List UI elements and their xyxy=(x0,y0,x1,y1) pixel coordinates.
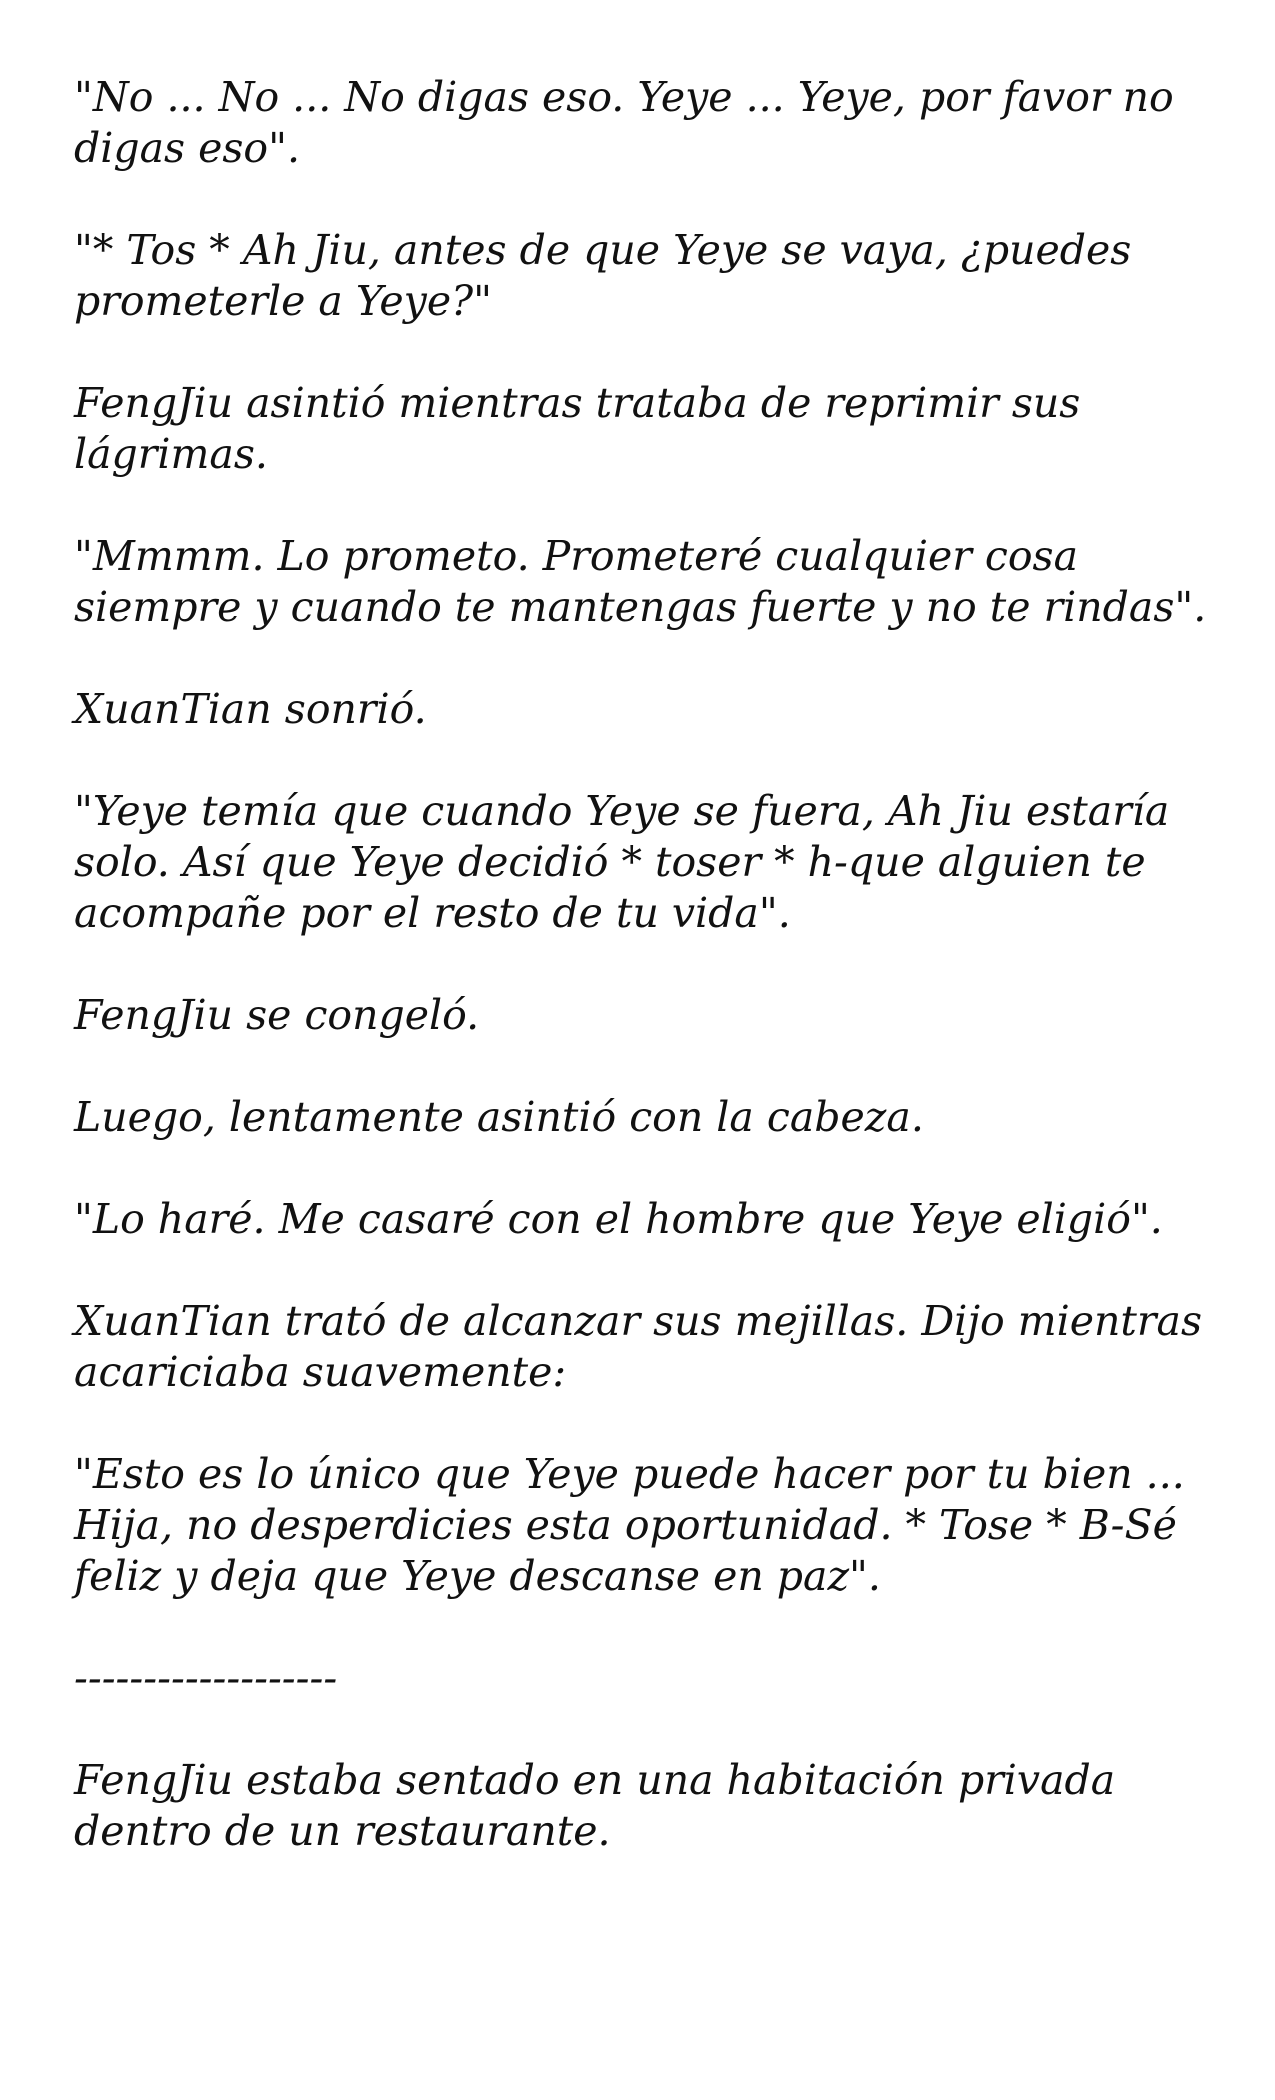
paragraph-1: "No ... No ... No digas eso. Yeye ... Yeye, por favor no digas eso". xyxy=(74,73,1174,172)
paragraph-10: XuanTian trató de alcanzar sus mejillas. Dijo mientras acariciaba suavemente: xyxy=(74,1297,1202,1396)
paragraph-2: "* Tos * Ah Jiu, antes de que Yeye se vaya, ¿puedes prometerle a Yeye?" xyxy=(74,226,1132,325)
paragraph-5: XuanTian sonrió. xyxy=(74,685,427,733)
paragraph-4: "Mmmm. Lo prometo. Prometeré cualquier cosa siempre y cuando te mantengas fuerte y no te rindas". xyxy=(74,532,1207,631)
scene-divider: ------------------- xyxy=(74,1654,338,1702)
document-body xyxy=(74,72,1224,1908)
paragraph-8: Luego, lentamente asintió con la cabeza. xyxy=(74,1093,924,1141)
paragraph-7: FengJiu se congeló. xyxy=(74,991,480,1039)
paragraph-12: FengJiu estaba sentado en una habitación privada dentro de un restaurante. xyxy=(74,1756,1116,1855)
paragraph-9: "Lo haré. Me casaré con el hombre que Yeye eligió". xyxy=(74,1195,1163,1243)
paragraph-11: "Esto es lo único que Yeye puede hacer por tu bien ... Hija, no desperdicies esta oportunidad. * Tose * B-Sé feliz y deja que Yeye descanse en paz". xyxy=(74,1450,1185,1600)
paragraph-3: FengJiu asintió mientras trataba de reprimir sus lágrimas. xyxy=(74,379,1081,478)
paragraph-6: "Yeye temía que cuando Yeye se fuera, Ah Jiu estaría solo. Así que Yeye decidió * toser * h-que alguien te acompañe por el resto de tu vida". xyxy=(74,787,1170,937)
